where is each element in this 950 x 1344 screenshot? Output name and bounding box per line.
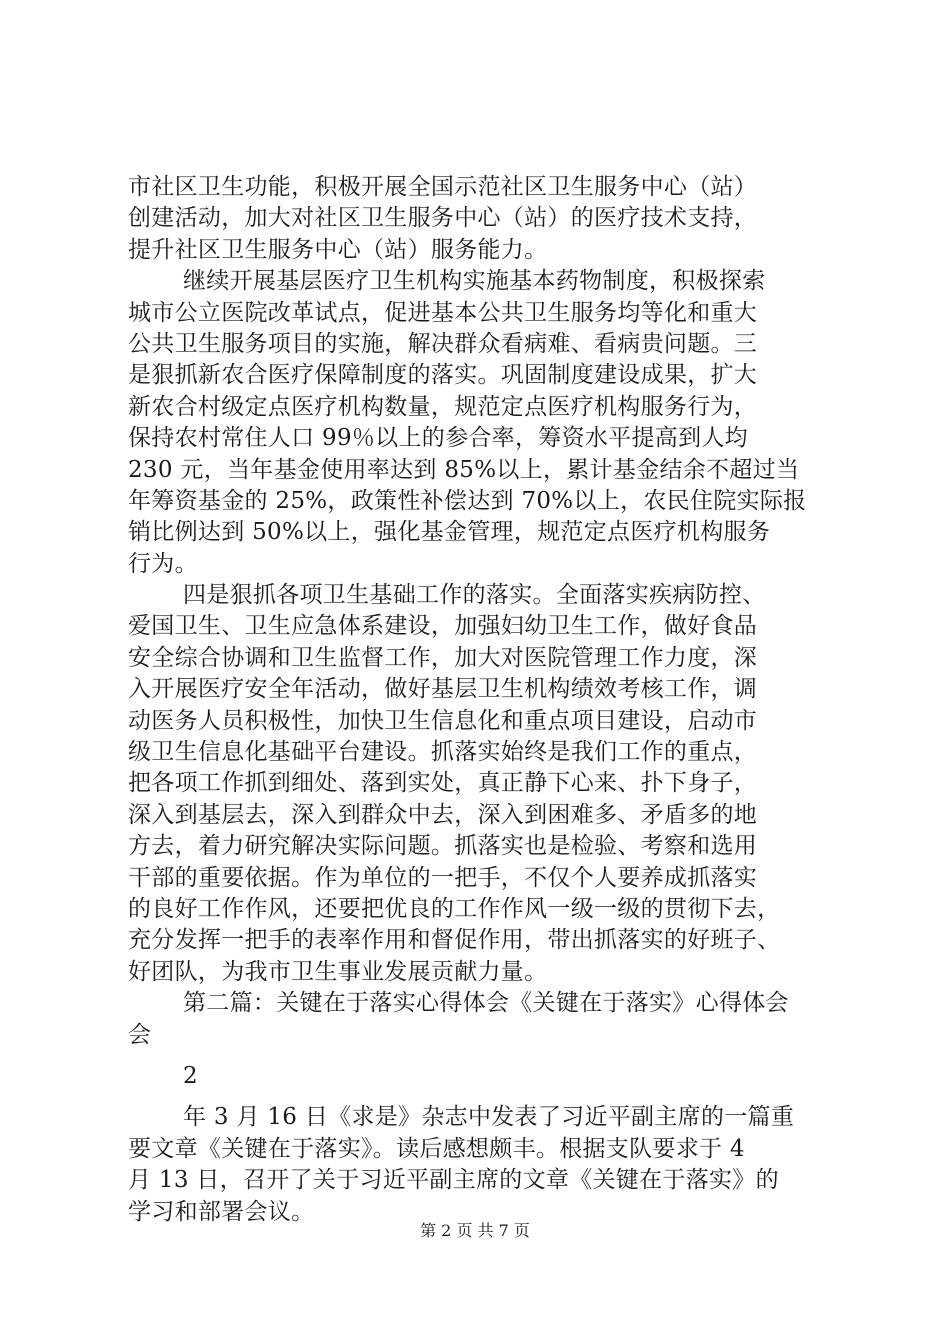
paragraph-start-line: 四是狠抓各项卫生基础工作的落实。全面落实疾病防控、 [183,582,766,609]
text-line: 创建活动，加大对社区卫生服务中心（站）的医疗技术支持， [128,205,758,232]
section-heading-line: 第二篇：关键在于落实心得体会《关键在于落实》心得体会 [183,990,789,1017]
paragraph-start-line: 继续开展基层医疗卫生机构实施基本药物制度，积极探索 [183,268,766,295]
text-line: 会 [128,1021,152,1048]
text-line: 是狠抓新农合医疗保障制度的落实。巩固制度建设成果，扩大 [128,362,758,389]
page-footer [0,1218,950,1241]
text-line: 行为。 [128,550,198,577]
text-line: 安全综合协调和卫生监督工作，加大对医院管理工作力度，深 [128,644,758,671]
text-line: 市社区卫生功能，积极开展全国示范社区卫生服务中心（站） [128,174,758,200]
text-line: 月 13 日，召开了关于习近平副主席的文章《关键在于落实》的 [128,1167,779,1194]
page-number-label: 第 2 页 共 7 页 [420,1221,530,1240]
text-line: 年筹资基金的 25%，政策性补偿达到 70%以上，农民住院实际报 [128,487,807,514]
text-line: 学习和部署会议。 [128,1198,315,1225]
document-body [128,172,842,1228]
text-line: 干部的重要依据。作为单位的一把手，不仅个人要养成抓落实 [128,864,758,891]
paragraph-start-line: 年 3 月 16 日《求是》杂志中发表了习近平副主席的一篇重 [183,1104,795,1131]
text-line: 城市公立医院改革试点，促进基本公共卫生服务均等化和重大 [128,299,758,326]
text-line: 方去，着力研究解决实际问题。抓落实也是检验、考察和选用 [128,833,758,860]
text-line: 好团队，为我市卫生事业发展贡献力量。 [128,958,548,985]
text-line: 深入到基层去，深入到群众中去，深入到困难多、矛盾多的地 [128,801,758,828]
text-line: 动医务人员积极性，加快卫生信息化和重点项目建设，启动市 [128,707,758,734]
text-line: 入开展医疗安全年活动，做好基层卫生机构绩效考核工作，调 [128,676,758,703]
text-line: 提升社区卫生服务中心（站）服务能力。 [128,236,548,263]
text-line: 级卫生信息化基础平台建设。抓落实始终是我们工作的重点， [128,739,758,766]
text-line: 230 元，当年基金使用率达到 85%以上，累计基金结余不超过当 [128,456,800,483]
text-line: 销比例达到 50%以上，强化基金管理，规范定点医疗机构服务 [128,519,771,546]
text-line: 充分发挥一把手的表率作用和督促作用，带出抓落实的好班子、 [128,927,781,954]
text-line: 新农合村级定点医疗机构数量，规范定点医疗机构服务行为， [128,393,758,420]
text-line: 要文章《关键在于落实》。读后感想颇丰。根据支队要求于 4 [128,1135,745,1162]
text-line: 保持农村常住人口 99％以上的参合率，筹资水平提高到人均 [128,425,748,452]
text-line: 2 [183,1062,198,1089]
text-line: 的良好工作作风，还要把优良的工作作风一级一级的贯彻下去， [128,895,781,922]
text-line: 爱国卫生、卫生应急体系建设，加强妇幼卫生工作，做好食品 [128,613,758,640]
text-line: 公共卫生服务项目的实施，解决群众看病难、看病贵问题。三 [128,330,758,357]
text-line: 把各项工作抓到细处、落到实处，真正静下心来、扑下身子， [128,770,758,797]
